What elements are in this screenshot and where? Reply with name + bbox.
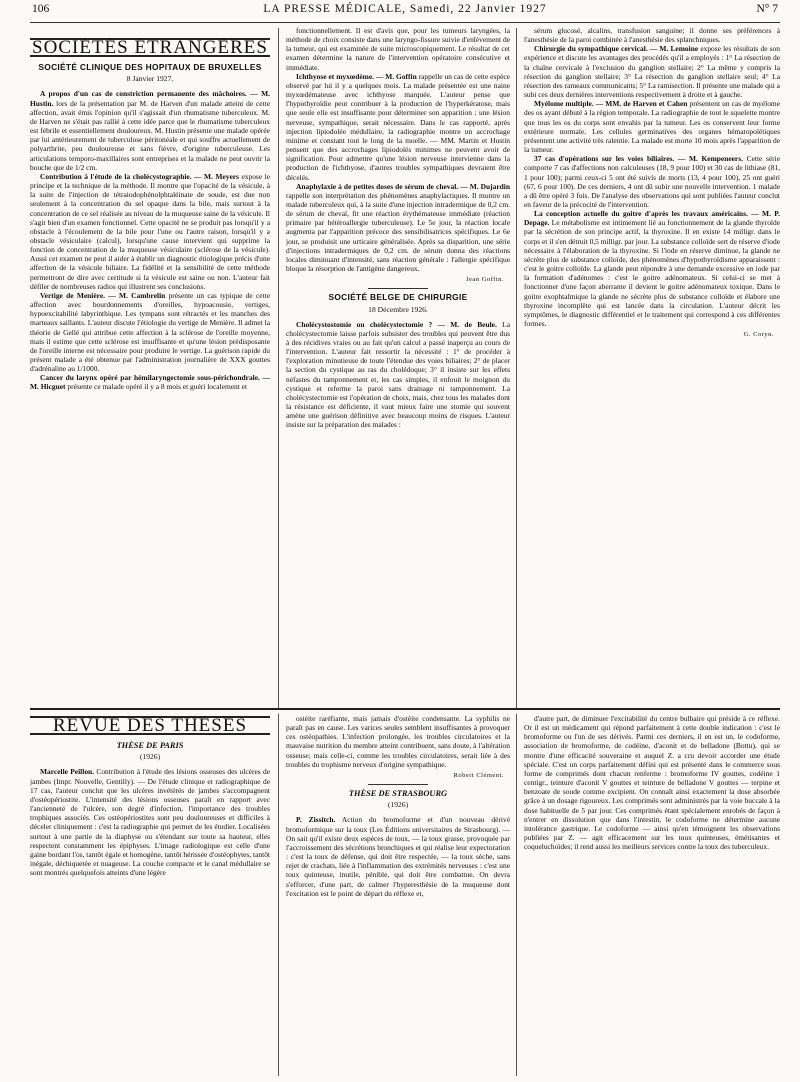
column-divider (516, 714, 517, 1076)
bottom-column-1 (30, 716, 270, 1076)
thesis-strasbourg-title: THÈSE DE STRASBOURG (348, 789, 448, 799)
society-date-bruxelles: 8 Janvier 1927. (126, 74, 174, 84)
article-list (286, 714, 510, 769)
article-paragraph (524, 99, 780, 154)
article-list (286, 26, 510, 273)
article-paragraph (286, 320, 510, 430)
article-paragraph (30, 291, 270, 373)
article-list (524, 714, 780, 851)
article-text: rappelle un cas de cette espèce observé par lui il y a quelques mois. La malade présentée est une naine myxœdémateuse avec ichthyose marquée. L'auteur pense que l'hypothyroïdie peut contribuer à la production de l'hyperkératose, mais que seule elle est insuffisante pour déterminer son apparition : une lésion nerveuse, sympathique, serait nécessaire. Dans le cas rapporté, après injection lipiodolée médullaire, la radiographie montre un accrochage minime et constant tout le long de la moelle. — MM. Martin et Hustin pensent que des accrochages lipiodolés minimes ne peuvent avoir de signification. Pour admettre qu'une lésion nerveuse intervienne dans la production de l'ichthyose, d'autres troubles sympathiques devraient être décelés. (286, 71, 510, 182)
page-header (30, 0, 780, 23)
article-text: présente un cas typique de cette affection avec bourdonnements d'oreilles, hypoacousie, vertiges, hypoexcitabilité labyrinthique. Les tympans sont rétractés et les manches des marteaux saillants. L'auteur discute l'étiologie du vertige de Menière. Il admet la théorie de Gellé qui attribue cette affection à la sclérose de l'oreille moyenne, mais il estime que cette sclérose est insuffisante et qu'une lésion prédisposante de l'oreille interne est nécessaire pour produire le vertige. La guérison rapide du présent malade a été obtenue par l'administration journalière de XXX gouttes d'adrénaline au 1/1000. (30, 290, 270, 374)
article-text: présente ce malade opéré il y a 8 mois et guéri localement et (67, 382, 248, 392)
article-paragraph (286, 815, 510, 897)
article-heading: La conception actuelle du goitre d'après les travaux américains. — M. P. Depage. (524, 209, 780, 228)
article-text: d'autre part, de diminuer l'excitabilité du centre bulbaire qui préside à ce réflexe. Or il est un médicament qui répond parfaitement à cette double indication : c'est le bromoforme ou l'un de ses dérivés. Parmi ces derniers, il en est un, le codoforme, association de bromoforme, de codéine, d'aconit et de belladone (Bottu), qui se montre d'une efficacité souveraine et auquel Z. a cru devoir accorder une étude spéciale. C'est un corps parfaitement défini qui est présenté dans le commerce sous forme de comprimés dont chacun renferme : bromoforme IV gouttes, codéine 1 centigr., teinture d'aconit V gouttes et teinture de belladone V gouttes — terpine et benzoate de soude comme excipient. On connaît ainsi exactement la dose absorbée grâce à un dosage rigoureux. Les comprimés sont administrés par la voie buccale à la dose habituelle de 5 par jour. Ces comprimés étant spécialement enrobés de façon à n'entrer en dissolution que dans l'intestin, le codoforme ne détermine aucune intolérance gastrique. Le codoforme — ainsi qu'en témoignent les observations publiées par Z. — agit efficacement sur les toux quinteuses, émétisantes et coqueluchoïdes; il rend aussi les meilleurs services contre la toux des tuberculeux. (524, 714, 780, 852)
section-title-societes: SOCIÉTÉS ÉTRANGÈRES (30, 38, 270, 57)
article-heading: Contribution à l'étude de la cholécystographie. — M. Meyers (40, 171, 239, 181)
thesis-strasbourg-year: (1926) (387, 800, 409, 810)
signature-goffin: Jean Goffin. (465, 276, 504, 284)
article-list (286, 815, 510, 897)
article-paragraph (286, 714, 510, 769)
article-heading: P. Zissitch. (296, 815, 336, 825)
article-heading: Anaphylaxie à de petites doses de sérum de cheval. — M. Dujardin (296, 181, 510, 191)
article-paragraph (286, 182, 510, 274)
signature-coryn: G. Coryn. (743, 331, 774, 339)
article-text: Action du bromoforme et d'un nouveau dérivé bromoformique sur la toux (Les Éditions universitaires de Strasbourg). — On sait qu'il existe deux espèces de toux, — la toux grasse, provoquée par l'accroissement des sécrétions bronchiques et qui réalise leur expectoration : c'est la toux de défense, qui doit être respectée, — la toux sèche, sans rejet de crachats, liée à l'inflammation des extrémités nerveuses : c'est une toux quinteuse, inutile, pénible, qui doit être combattue. On devra s'efforcer, d'une part, de calmer l'hyperesthésie de la muqueuse dont l'excitation est le point de départ du réflexe et, (286, 815, 510, 898)
thesis-paris-title: THÈSE DE PARIS (116, 741, 184, 751)
section-title-theses: REVUE DES THÈSES (30, 716, 270, 735)
society-title-belge: SOCIÉTÉ BELGE DE CHIRURGIE (328, 292, 468, 303)
society-date-belge: 18 Décembre 1926. (368, 304, 428, 314)
journal-title: LA PRESSE MÉDICALE, Samedi, 22 Janvier 1927 (263, 3, 547, 15)
article-text: lors de la présentation par M. de Harven d'un malade atteint de cette affection, avait émis l'opinion qu'il s'agissait d'un rhumatisme tuberculeux. M. de Harven ne s'était pas rallié à cette idée parce que le rhumatisme tuberculeux est fébrile et essentiellement douloureux. M. Hustin présente une malade opérée par lui antérieurement de tuberculose péritonéale et qui souffre actuellement de polyarthrite, peu douloureuse et sans fièvre, d'origine tuberculeuse. Les articulations temporo-maxillaires sont entreprises et la malade ne peut ouvrir la bouche que de 1/2 cm. (30, 98, 270, 172)
article-heading: Chirurgie du sympathique cervical. — M. Lemoine (534, 44, 699, 54)
divider (368, 784, 428, 785)
article-paragraph (524, 44, 780, 99)
top-column-2 (286, 26, 510, 708)
article-text: ostéite raréfiante, mais jamais d'ostéite condensante. La syphilis ne paraît pas en cause. Les varices seules semblent insuffisantes à provoquer ces ostéopathies. L'infection prolongée, les troubles circulatoires et la mauvaise nutrition du membre atteint contribuent, sans doute, à l'altération osseuse; mais celle-ci, comme les troubles circulatoires, serait liée à des troubles du trophisme nerveux d'origine sympathique. (286, 714, 510, 769)
article-heading: 37 cas d'opérations sur les voies biliaires. — M. Kempeneers. (534, 154, 743, 164)
article-paragraph (30, 767, 270, 877)
article-text: expose le principe et la technique de la méthode. Il montre que l'opacité de la vésicule, à la suite de l'injection de tétraiodophénolphtaléinate de soude, est due non seulement à la concentration du sel opaque dans la bile, mais surtout à la concentration de ce sel réalisée au niveau de la muqueuse saine de la vésicule. Il s'agit bien d'un examen fonctionnel. Cette opacité ne se produit pas lorsqu'il y a obstacle à l'écoulement de la bile pour l'une ou l'autre raison, lorsqu'il y a obstacle vésiculaire (calcul), lorsqu'une cause intervient qui supprime la fonction de concentration de la muqueuse vésiculaire (sclérose de la vésicule). Aussi cet examen ne peut il aider à établir un diagnostic étiologique précis d'une affection de la vésicule biliaire. La fidélité et la sensibilité de cette méthode permettront de dire avec certitude si la vésicule est saine ou non. L'auteur fait défiler de nombreuses radios qui illustrent ses conclusions. (30, 171, 270, 291)
article-text: Le métabolisme est intimement lié au fonctionnement de la glande thyroïde par la sécrétion de son principe actif, la thyroxine. Il en existe 14 milligr. dans le corps et il s'en détruit 0,5 milligr. par jour. La substance colloïde sert de réserve d'iode nécessaire à l'élaboration de la thyroxine. Si l'iode en réserve diminue, la glande ne sécrète plus de substance colloïde, des phénomènes d'hypothyroïdisme apparaissent : c'est le goitre colloïde. La glande peut répondre à une demande excessive en iode par la formation d'adénomes : c'est le goitre adénomateux. Si celui-ci se met à fonctionner d'une façon aberrante il devient le goitre adénomateux toxique. Dans le goitre exophtalmique la glande ne sécrète plus de substance colloïde et élabore une thyroxine incomplète qui est lancée dans la circulation. L'auteur décrit les symptômes, le diagnostic différentiel et le traitement qui correspond à ces différentes formes. (524, 218, 780, 328)
article-list (30, 89, 270, 391)
article-text: sérum glucosé, alcalins, transfusion sanguine; il donne ses préférences à l'anesthésie de la paroi combinée à l'anesthésie des splanchniques. (524, 26, 780, 45)
article-text: présentent un cas de myélome des os ayant débuté à la région temporale. La radiographie de tout le squelette montre que tous les os du corps sont envahis par la tumeur. Les os conservent leur forme extérieure normale. Les cellules germinatives des organes hématopoïétiques présentent une activité très ralentie. La malade est morte 10 mois après l'apparition de la tumeur. (524, 99, 780, 155)
article-paragraph (524, 26, 780, 44)
article-heading: Ichthyose et myxœdème. — M. Goffin (296, 71, 417, 81)
issue-number: N° 7 (756, 3, 778, 15)
bottom-column-2 (286, 714, 510, 1076)
article-list (30, 767, 270, 877)
top-column-3 (524, 26, 780, 708)
article-paragraph (30, 172, 270, 291)
article-paragraph (286, 26, 510, 72)
article-text: expose les résultats de son expérience et discute les avantages des procédés qu'il a employés : 1° La résection de la chaîne cervicale à l'exclusion du ganglion stellaire; 2° La même y compris la résection du ganglion stellaire; 3° La résection du ganglion stellaire seul; 4° La résection des rameaux communicants; 5° La ramisection. Il présente une malade qui a subi ces deux dernières interventions respectivement à droite et à gauche. (524, 44, 780, 100)
article-text: Cette série comporte 7 cas d'affections non calculeuses (18, 9 pour 100) et 30 cas de lithiase (81, 1 pour 100); parmi ceux-ci 5 ont été suivis de morts (13, 4 pour 100), 25 ont guéri (67, 6 pour 100). De ces derniers, 4 ont dû subir une nouvelle intervention. 1 malade a dû être opéré 3 fois. De l'analyse des observations qui sont publiées l'auteur conclut en faveur de la précocité de l'intervention. (524, 154, 780, 209)
signature-clement: Robert Clément. (453, 771, 504, 779)
article-paragraph (30, 373, 270, 391)
article-paragraph (286, 72, 510, 182)
article-paragraph (524, 154, 780, 209)
section-divider (30, 708, 780, 710)
article-heading: Cancer du larynx opéré par hémilaryngectomie sous-périchondrale. — M. Hicguet (30, 373, 270, 392)
column-divider (278, 714, 279, 1076)
page-number: 106 (32, 3, 50, 15)
divider (368, 288, 428, 289)
article-text: Contribution à l'étude des lésions osseuses des ulcères de jambes (Impr. Nouvelle, Gentilly). — De l'étude clinique et radiographique de 17 cas, l'auteur conclut que les ulcères invétérés de jambes s'accompagnent d'ostéopériostite. L'intensité des lésions osseuses paraît en rapport avec l'ancienneté de l'ulcère, son degré d'infection, l'importance des troubles trophiques associés. Ces ostéopériostites sont peu douloureuses et difficiles à déceler cliniquement : c'est la radiographie qui permet de les étudier. Localisées surtout à une partie de la diaphyse ou s'étendant sur toute sa hauteur, elles respectent constamment les épiphyses. L'image radiologique est celle d'une gaine bordant l'os, tantôt égale et homogène, tantôt hérissée d'ostéophytes, tantôt inégale, déchiquetée et nuageuse. La couche compacte et le canal médullaire se sont montrés quelquefois atteints d'une légère (30, 767, 270, 878)
article-paragraph (30, 89, 270, 171)
bottom-column-3 (524, 714, 780, 1076)
society-title-bruxelles: SOCIÉTÉ CLINIQUE DES HOPITAUX DE BRUXELLES (38, 62, 262, 73)
article-heading: Myélome multiple. — MM. de Harven et Cahen (534, 99, 688, 109)
article-heading: Vertige de Menière. — M. Cambrelin (40, 290, 166, 300)
article-heading: A propos d'un cas de constriction permanente des mâchoires. — M. Hustin. (30, 89, 270, 108)
article-heading: Cholécystostomie ou cholécystectomie ? — M. de Beule. (296, 319, 497, 329)
article-heading: Marcelle Peillon. (40, 767, 95, 777)
article-text: fonctionnellement. Il est d'avis que, pour les tumeurs laryngées, la méthode de choix consiste dans une laryngo-fissure suivie d'enlèvement de la tumeur, qui est examinée de suite microscopiquement. Le résultat de cet examen détermine la nature de l'intervention opératoire consécutive et immédiate. (286, 26, 510, 72)
column-divider (516, 28, 517, 708)
article-text: rappelle son interprétation des phénomènes anaphylactiques. Il montre un malade tuberculeux qui, à la suite d'une injection intradermique de 0,2 cm. de sérum de cheval, fit une réaction érythémateuse immédiate (réaction primaire par hétéroallergie tuberculeuse). Le 5e jour, la réaction locale augmenta par l'apparition précoce des sensibilisatrices spécifiques. Le 6e jour, se produisit une urticaire généralisée. Après sa disparition, une série d'injections intradermiques de 0,2 cm. de sérum donna des réactions locales diminuant d'intensité, sans réaction générale : l'allergie spécifique bloque la résorption de l'antigène dangereux. (286, 190, 510, 274)
column-divider (278, 28, 279, 708)
top-column-1 (30, 38, 270, 706)
article-paragraph (524, 209, 780, 328)
article-list (286, 320, 510, 430)
thesis-paris-year: (1926) (139, 752, 161, 762)
article-paragraph (524, 714, 780, 851)
article-list (524, 26, 780, 328)
article-text: La cholécystectomie laisse parfois subsister des troubles qui peuvent être dus à des récidives vraies ou au fait qu'un calcul a passé inaperçu au cours de l'intervention. L'auteur fait ressortir la nécessité : 1° de procéder à l'exploration minutieuse de toute l'étendue des voies biliaires; 2° de placer la section du cystique au ras du cholédoque; 3° il insiste sur les effets néfastes du tamponnement et, les cas simples, il enfouit le moignon du cystique et referme la paroi sans drainage ni tamponnement. La cholécystectomie est l'opération de choix, mais, chez tous les malades dont la résistance est déficiente, il vaut mieux faire une stomie qui souvent amène une guérison définitive avec beaucoup moins de risques. L'auteur insiste sur la préparation des malades : (286, 319, 510, 430)
